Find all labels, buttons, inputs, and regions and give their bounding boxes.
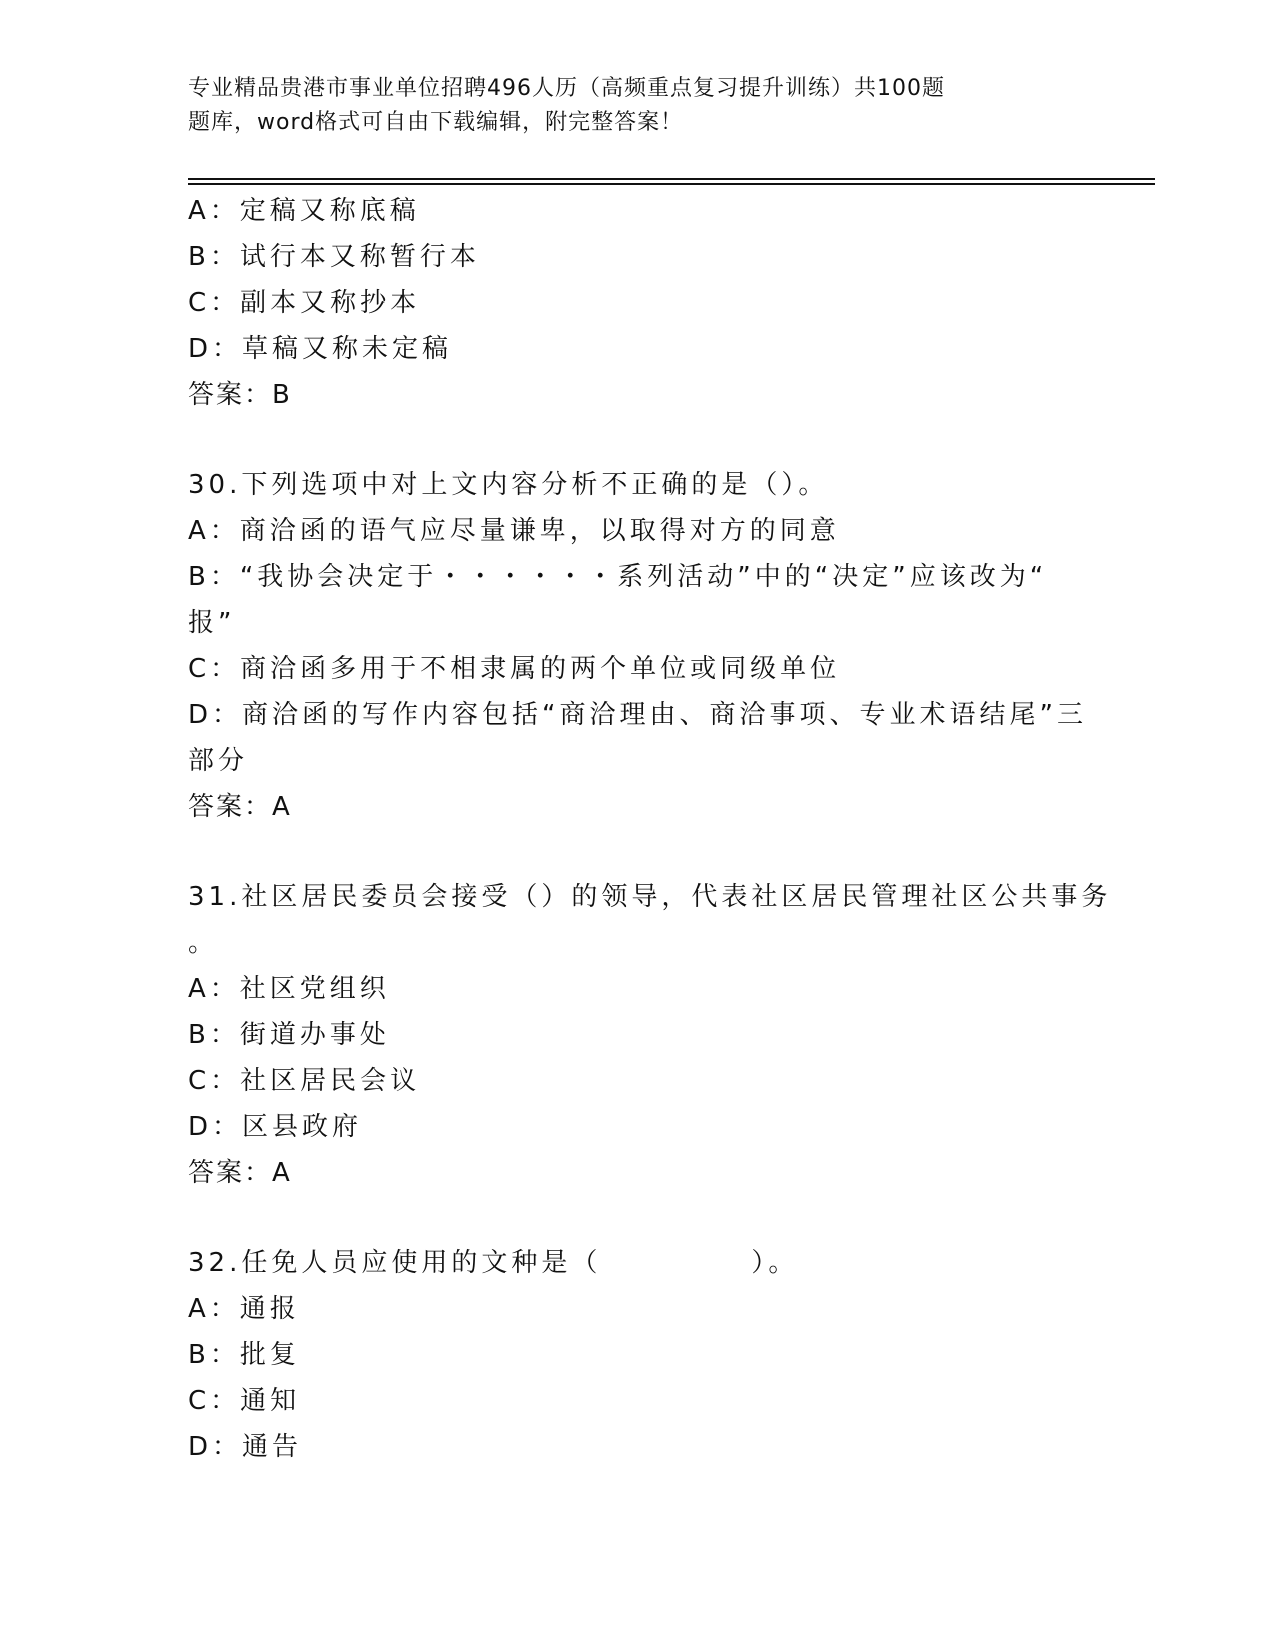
- question-content: [188, 188, 1112, 1470]
- spacer: [188, 830, 1088, 874]
- answer: 答案：B: [188, 380, 292, 410]
- option-c: C：社区居民会议: [188, 1066, 421, 1096]
- option-c: C：副本又称抄本: [188, 288, 421, 318]
- spacer: [188, 1196, 1088, 1240]
- question-30: [188, 462, 1088, 830]
- option-a: A：社区党组织: [188, 974, 390, 1004]
- question-text: 31.社区居民委员会接受（）的领导，代表社区居民管理社区公共事务: [188, 882, 1112, 912]
- option-a: A：商洽函的语气应尽量谦卑，以取得对方的同意: [188, 516, 840, 546]
- spacer: [188, 418, 1088, 462]
- option-b: B：试行本又称暂行本: [188, 242, 480, 272]
- header-title-line-1: 专业精品贵港市事业单位招聘496人历（高频重点复习提升训练）共100题: [188, 76, 945, 101]
- option-d: D：区县政府: [188, 1112, 363, 1142]
- question-text: 30.下列选项中对上文内容分析不正确的是（）。: [188, 470, 829, 500]
- answer: 答案：A: [188, 792, 292, 822]
- option-d-continued: 部分: [188, 746, 249, 776]
- option-b: B：批复: [188, 1340, 300, 1370]
- option-d: D：通告: [188, 1432, 303, 1462]
- option-c: C：通知: [188, 1386, 301, 1416]
- option-d: D：商洽函的写作内容包括“商洽理由、商洽事项、专业术语结尾”三: [188, 700, 1087, 730]
- question-32: [188, 1240, 1088, 1470]
- header-title-line-2: 题库，word格式可自由下载编辑，附完整答案！: [188, 110, 684, 135]
- option-a: A：通报: [188, 1294, 300, 1324]
- question-text: 32.任免人员应使用的文种是（ ）。: [188, 1248, 799, 1278]
- question-text-continued: 。: [188, 928, 219, 958]
- option-d: D：草稿又称未定稿: [188, 334, 453, 364]
- option-b-continued: 报”: [188, 608, 236, 638]
- option-c: C：商洽函多用于不相隶属的两个单位或同级单位: [188, 654, 841, 684]
- header-divider-top: [188, 178, 1155, 180]
- answer: 答案：A: [188, 1158, 292, 1188]
- question-31: [188, 874, 1112, 1196]
- option-a: A：定稿又称底稿: [188, 196, 420, 226]
- option-b: B：“我协会决定于・・・・・・系列活动”中的“决定”应该改为“: [188, 562, 1048, 592]
- header-divider-bottom: [188, 183, 1155, 185]
- question-29: [188, 188, 1088, 418]
- document-header: [188, 72, 1028, 140]
- option-b: B：街道办事处: [188, 1020, 390, 1050]
